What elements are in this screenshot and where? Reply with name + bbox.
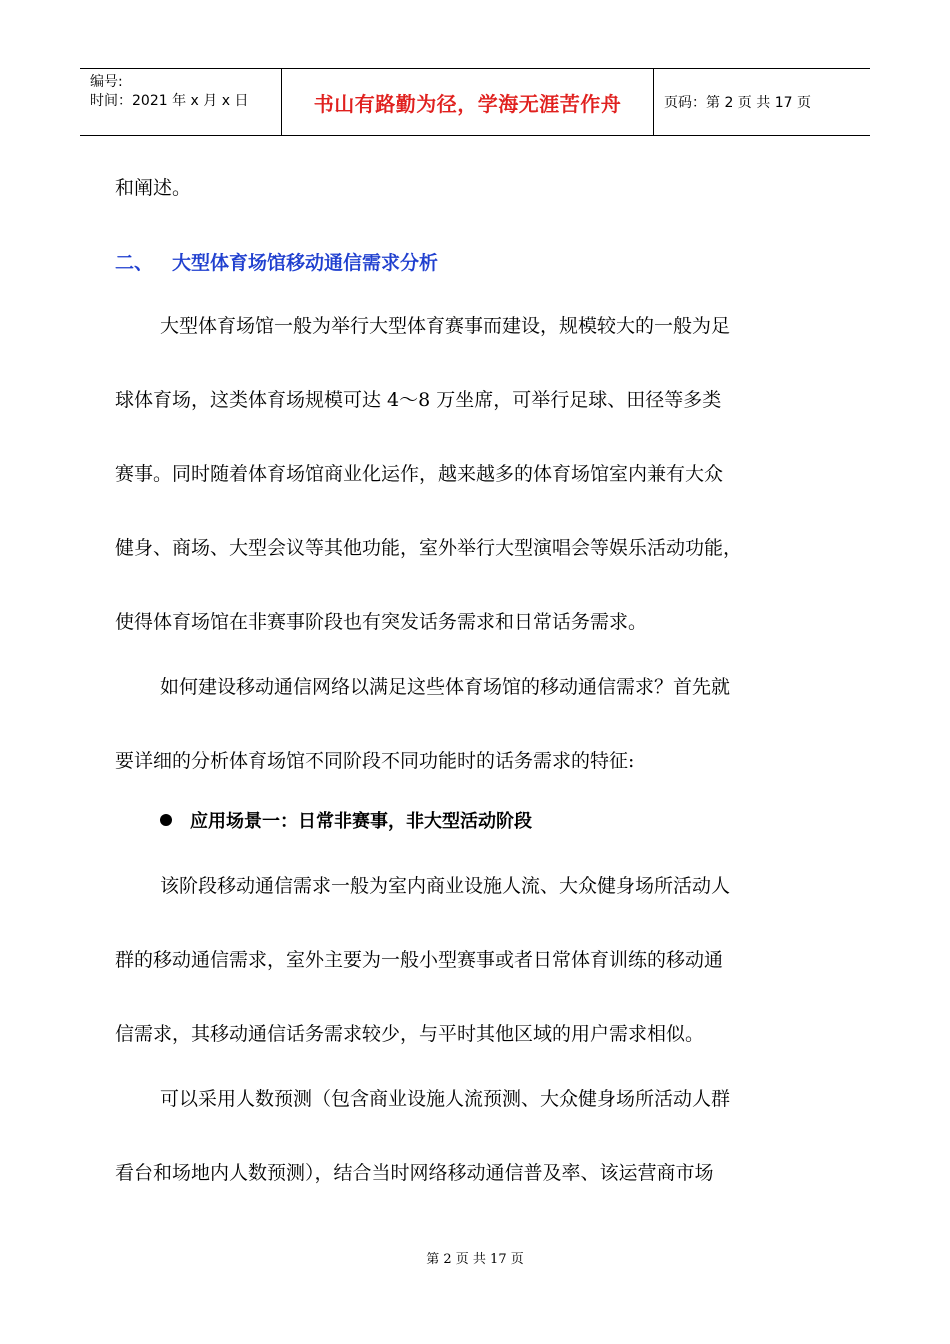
paragraph-line: 和阐述。 xyxy=(115,177,192,199)
section-number: 二、 xyxy=(115,252,154,274)
paragraph-line: 该阶段移动通信需求一般为室内商业设施人流、大众健身场所活动人 xyxy=(160,875,731,897)
bullet-icon xyxy=(160,814,172,826)
bullet-heading-text: 应用场景一：日常非赛事，非大型活动阶段 xyxy=(190,811,532,832)
header-page-code: 页码：第 2 页 共 17 页 xyxy=(664,95,811,111)
paragraph-line: 信需求，其移动通信话务需求较少，与平时其他区域的用户需求相似。 xyxy=(115,1023,705,1045)
document-number-label: 编号: xyxy=(90,74,123,90)
paragraph-line: 要详细的分析体育场馆不同阶段不同功能时的话务需求的特征: xyxy=(115,750,635,772)
page-footer: 第 2 页 共 17 页 xyxy=(426,1252,524,1267)
section-title: 大型体育场馆移动通信需求分析 xyxy=(172,252,439,274)
paragraph-line: 可以采用人数预测（包含商业设施人流预测、大众健身场所活动人群 xyxy=(160,1088,731,1110)
page-header xyxy=(80,68,870,136)
document-date: 时间：2021 年 x 月 x 日 xyxy=(90,93,249,109)
paragraph-line: 使得体育场馆在非赛事阶段也有突发话务需求和日常话务需求。 xyxy=(115,611,648,633)
paragraph-line: 看台和场地内人数预测），结合当时网络移动通信普及率、该运营商市场 xyxy=(115,1162,714,1184)
header-meta xyxy=(80,69,280,135)
paragraph-line: 大型体育场馆一般为举行大型体育赛事而建设，规模较大的一般为足 xyxy=(160,315,731,337)
paragraph-line: 群的移动通信需求，室外主要为一般小型赛事或者日常体育训练的移动通 xyxy=(115,949,724,971)
paragraph-line: 赛事。同时随着体育场馆商业化运作，越来越多的体育场馆室内兼有大众 xyxy=(115,463,724,485)
paragraph-line: 球体育场，这类体育场规模可达 4～8 万坐席，可举行足球、田径等多类 xyxy=(115,389,722,411)
bullet-heading xyxy=(160,807,532,833)
paragraph-line: 如何建设移动通信网络以满足这些体育场馆的移动通信需求？首先就 xyxy=(160,676,731,698)
paragraph-line: 健身、商场、大型会议等其他功能，室外举行大型演唱会等娱乐活动功能， xyxy=(115,537,743,559)
header-motto: 书山有路勤为径，学海无涯苦作舟 xyxy=(281,69,654,135)
section-heading xyxy=(115,248,438,275)
